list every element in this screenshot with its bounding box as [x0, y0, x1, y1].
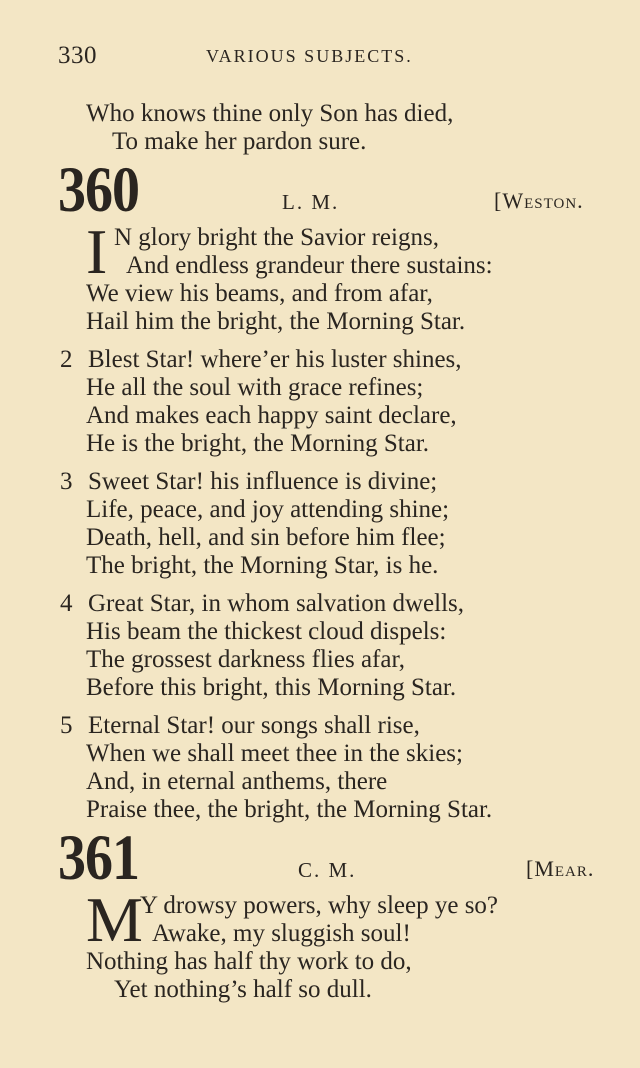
- verse-4-line-2: His beam the thickest cloud dispels:: [86, 618, 447, 645]
- verse-2-line-4: He is the bright, the Morning Star.: [86, 430, 430, 457]
- hymn-361-tune: [Mear.: [526, 856, 595, 881]
- verse-4-line-3: The grossest darkness flies afar,: [86, 646, 406, 673]
- hymn-360-line-3: We view his beams, and from afar,: [86, 280, 433, 307]
- hymn-361-line-4: Yet nothing’s half so dull.: [114, 976, 372, 1003]
- hymn-number-361: 361: [58, 822, 139, 894]
- verse-2-line-2: He all the soul with grace refines;: [86, 374, 424, 401]
- verse-3-line-1: Sweet Star! his influence is divine;: [88, 468, 438, 495]
- hymn-361-line-3: Nothing has half thy work to do,: [86, 948, 412, 975]
- hymn-360-meter: L. M.: [282, 190, 340, 214]
- verse-2-line-1: Blest Star! where’er his luster shines,: [88, 346, 462, 373]
- verse-number-5: 5: [60, 712, 73, 739]
- hymn-361-dropcap: M: [86, 884, 143, 955]
- verse-number-2: 2: [60, 346, 73, 373]
- hymn-360-tune: [Weston.: [494, 188, 584, 213]
- verse-3-line-4: The bright, the Morning Star, is he.: [86, 552, 439, 579]
- verse-3-line-3: Death, hell, and sin before him flee;: [86, 524, 446, 551]
- verse-number-3: 3: [60, 468, 73, 495]
- verse-4-line-1: Great Star, in whom salvation dwells,: [88, 590, 465, 617]
- continuation-line-1: Who knows thine only Son has died,: [86, 100, 454, 127]
- hymn-360-line-4: Hail him the bright, the Morning Star.: [86, 308, 466, 335]
- hymn-number-360: 360: [58, 154, 139, 226]
- page-header: [58, 42, 618, 72]
- verse-5-line-3: And, in eternal anthems, there: [86, 768, 388, 795]
- hymn-360-line-1: N glory bright the Savior reigns,: [114, 224, 439, 251]
- hymn-361-line-2: Awake, my sluggish soul!: [152, 920, 411, 947]
- verse-3-line-2: Life, peace, and joy attending shine;: [86, 496, 450, 523]
- verse-5-line-1: Eternal Star! our songs shall rise,: [88, 712, 420, 739]
- running-head: VARIOUS SUBJECTS.: [206, 46, 413, 66]
- hymn-361-meter: C. M.: [298, 858, 357, 882]
- hymn-360-line-2: And endless grandeur there sustains:: [126, 252, 493, 279]
- verse-5-line-4: Praise thee, the bright, the Morning Star.: [86, 796, 493, 823]
- page-number: 330: [58, 42, 97, 69]
- verse-number-4: 4: [60, 590, 73, 617]
- verse-2-line-3: And makes each happy saint declare,: [86, 402, 457, 429]
- hymn-361-line-1: Y drowsy powers, why sleep ye so?: [140, 892, 499, 919]
- hymn-360-dropcap: I: [86, 216, 108, 287]
- verse-5-line-2: When we shall meet thee in the skies;: [86, 740, 463, 767]
- verse-4-line-4: Before this bright, this Morning Star.: [86, 674, 457, 701]
- continuation-line-2: To make her pardon sure.: [112, 128, 367, 155]
